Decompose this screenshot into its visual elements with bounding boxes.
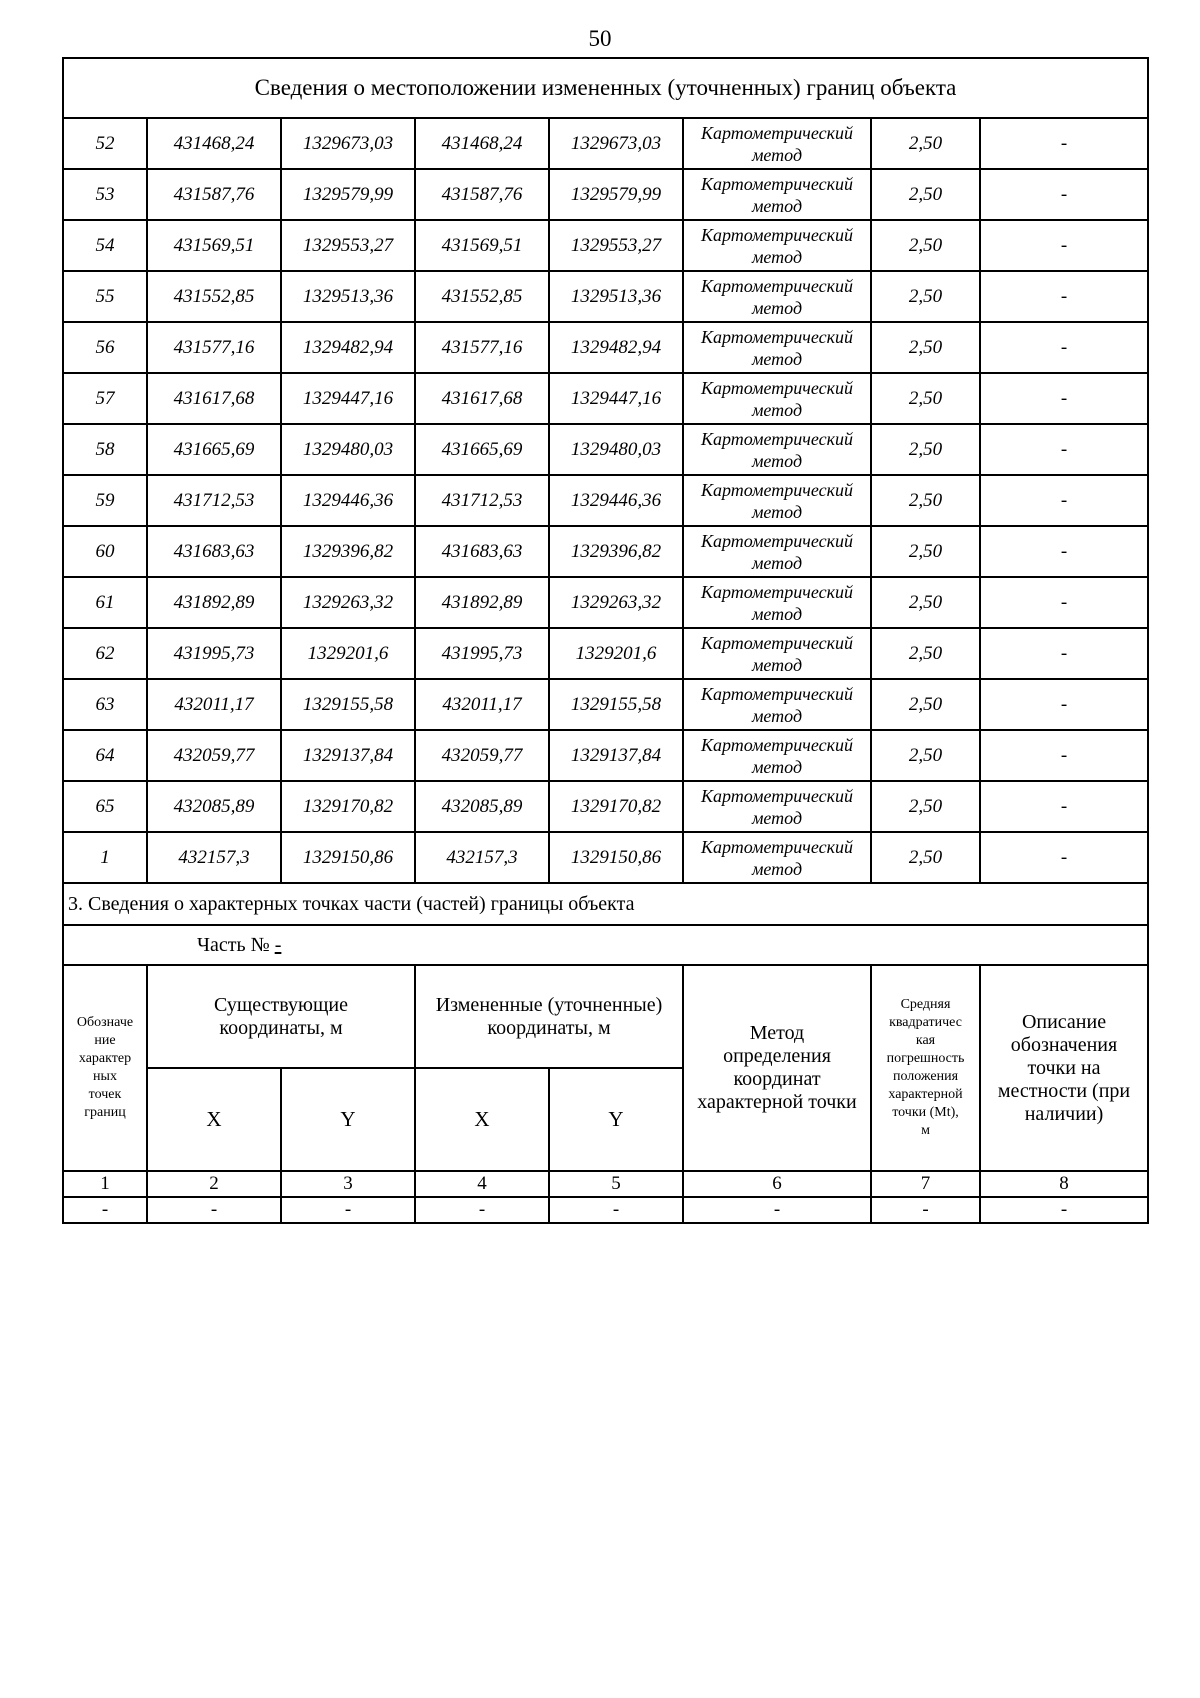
header-line: Описание xyxy=(1021,1010,1107,1033)
changed-y-cell: 1329137,84 xyxy=(549,730,683,781)
method-line: Картометрический xyxy=(700,836,853,857)
existing-y-cell: 1329170,82 xyxy=(281,781,415,832)
error-cell: 2,50 xyxy=(871,169,980,220)
description-cell: - xyxy=(980,271,1148,322)
header-line: обозначения xyxy=(1010,1033,1118,1056)
section3-title: 3. Сведения о характерных точках части (частей) границы объекта xyxy=(63,883,1148,925)
method-cell xyxy=(683,118,871,169)
method-line: метод xyxy=(751,246,803,267)
empty-cell: - xyxy=(63,1197,147,1223)
method-line: Картометрический xyxy=(700,224,853,245)
method-line: Картометрический xyxy=(700,683,853,704)
changed-x-cell: 431712,53 xyxy=(415,475,549,526)
changed-x-cell: 431468,24 xyxy=(415,118,549,169)
existing-y-cell: 1329446,36 xyxy=(281,475,415,526)
header-line: положения xyxy=(892,1069,959,1084)
existing-x-cell: 431552,85 xyxy=(147,271,281,322)
method-line: Картометрический xyxy=(700,785,853,806)
description-cell: - xyxy=(980,322,1148,373)
existing-y-cell: 1329513,36 xyxy=(281,271,415,322)
changed-x-cell: 432085,89 xyxy=(415,781,549,832)
method-cell xyxy=(683,628,871,679)
method-line: метод xyxy=(751,654,803,675)
error-cell: 2,50 xyxy=(871,475,980,526)
method-line: Картометрический xyxy=(700,173,853,194)
method-line: метод xyxy=(751,297,803,318)
method-line: Картометрический xyxy=(700,581,853,602)
description-cell: - xyxy=(980,577,1148,628)
table-row xyxy=(63,526,1148,577)
empty-cell: - xyxy=(980,1197,1148,1223)
method-line: Картометрический xyxy=(700,428,853,449)
column-number: 7 xyxy=(871,1171,980,1197)
point-number-cell: 60 xyxy=(63,526,147,577)
description-cell: - xyxy=(980,679,1148,730)
header-line: точек xyxy=(88,1087,122,1102)
table-row xyxy=(63,628,1148,679)
existing-x-cell: 431712,53 xyxy=(147,475,281,526)
empty-cell: - xyxy=(549,1197,683,1223)
method-line: Картометрический xyxy=(700,122,853,143)
table-row xyxy=(63,475,1148,526)
header-line: м xyxy=(921,1123,930,1138)
existing-y-cell: 1329480,03 xyxy=(281,424,415,475)
existing-y-cell: 1329150,86 xyxy=(281,832,415,883)
error-cell: 2,50 xyxy=(871,832,980,883)
column-number: 6 xyxy=(683,1171,871,1197)
header-description xyxy=(980,965,1148,1171)
method-line: метод xyxy=(751,399,803,420)
changed-y-cell: 1329263,32 xyxy=(549,577,683,628)
point-number-cell: 61 xyxy=(63,577,147,628)
existing-y-cell: 1329482,94 xyxy=(281,322,415,373)
column-number: 2 xyxy=(147,1171,281,1197)
changed-x-cell: 431617,68 xyxy=(415,373,549,424)
header-changed-coords xyxy=(415,965,683,1068)
header-line: характерной точки xyxy=(697,1091,857,1113)
header-changed-x: X xyxy=(415,1068,549,1171)
header-error xyxy=(871,965,980,1171)
changed-y-cell: 1329553,27 xyxy=(549,220,683,271)
error-cell: 2,50 xyxy=(871,730,980,781)
point-number-cell: 53 xyxy=(63,169,147,220)
header-line: границ xyxy=(84,1105,126,1120)
point-number-cell: 64 xyxy=(63,730,147,781)
coordinates-table xyxy=(62,57,1149,1224)
empty-cell: - xyxy=(281,1197,415,1223)
method-line: Картометрический xyxy=(700,326,853,347)
method-line: Картометрический xyxy=(700,377,853,398)
description-cell: - xyxy=(980,781,1148,832)
header-designation xyxy=(63,965,147,1171)
header-line: погрешность xyxy=(886,1051,965,1066)
point-number-cell: 54 xyxy=(63,220,147,271)
method-cell xyxy=(683,220,871,271)
method-line: Картометрический xyxy=(700,734,853,755)
column-numbers-row xyxy=(63,1171,1148,1197)
point-number-cell: 62 xyxy=(63,628,147,679)
table-row xyxy=(63,832,1148,883)
changed-x-cell: 432059,77 xyxy=(415,730,549,781)
header-line: ние xyxy=(94,1033,116,1048)
changed-y-cell: 1329150,86 xyxy=(549,832,683,883)
point-number-cell: 55 xyxy=(63,271,147,322)
point-number-cell: 52 xyxy=(63,118,147,169)
column-number: 4 xyxy=(415,1171,549,1197)
method-line: Картометрический xyxy=(700,632,853,653)
changed-y-cell: 1329513,36 xyxy=(549,271,683,322)
point-number-cell: 59 xyxy=(63,475,147,526)
method-cell xyxy=(683,526,871,577)
table-row xyxy=(63,220,1148,271)
changed-x-cell: 431569,51 xyxy=(415,220,549,271)
description-cell: - xyxy=(980,832,1148,883)
changed-x-cell: 432011,17 xyxy=(415,679,549,730)
point-number-cell: 57 xyxy=(63,373,147,424)
method-cell xyxy=(683,781,871,832)
header-method xyxy=(683,965,871,1171)
changed-x-cell: 431665,69 xyxy=(415,424,549,475)
column-number: 5 xyxy=(549,1171,683,1197)
changed-x-cell: 431892,89 xyxy=(415,577,549,628)
header-existing-coords xyxy=(147,965,415,1068)
method-cell xyxy=(683,373,871,424)
error-cell: 2,50 xyxy=(871,220,980,271)
error-cell: 2,50 xyxy=(871,781,980,832)
header-line: кая xyxy=(915,1033,936,1048)
method-cell xyxy=(683,679,871,730)
table-row xyxy=(63,373,1148,424)
method-line: Картометрический xyxy=(700,479,853,500)
error-cell: 2,50 xyxy=(871,118,980,169)
table-row xyxy=(63,730,1148,781)
changed-x-cell: 432157,3 xyxy=(415,832,549,883)
error-cell: 2,50 xyxy=(871,577,980,628)
changed-y-cell: 1329396,82 xyxy=(549,526,683,577)
header-line: наличии) xyxy=(1024,1102,1104,1125)
column-number: 8 xyxy=(980,1171,1148,1197)
method-cell xyxy=(683,322,871,373)
part-number-row xyxy=(63,925,1148,965)
error-cell: 2,50 xyxy=(871,271,980,322)
data-rows xyxy=(63,118,1148,883)
existing-x-cell: 432085,89 xyxy=(147,781,281,832)
existing-y-cell: 1329263,32 xyxy=(281,577,415,628)
table-row xyxy=(63,679,1148,730)
method-cell xyxy=(683,832,871,883)
existing-x-cell: 431587,76 xyxy=(147,169,281,220)
description-cell: - xyxy=(980,526,1148,577)
column-number: 1 xyxy=(63,1171,147,1197)
point-number-cell: 1 xyxy=(63,832,147,883)
existing-x-cell: 432157,3 xyxy=(147,832,281,883)
header-line: координаты, м xyxy=(487,1016,611,1039)
method-line: метод xyxy=(751,552,803,573)
header-changed-y: Y xyxy=(549,1068,683,1171)
changed-y-cell: 1329482,94 xyxy=(549,322,683,373)
existing-x-cell: 431569,51 xyxy=(147,220,281,271)
existing-y-cell: 1329137,84 xyxy=(281,730,415,781)
header-existing-y: Y xyxy=(281,1068,415,1171)
changed-y-cell: 1329155,58 xyxy=(549,679,683,730)
method-cell xyxy=(683,730,871,781)
header-existing-x: X xyxy=(147,1068,281,1171)
changed-x-cell: 431587,76 xyxy=(415,169,549,220)
part-label: Часть № xyxy=(197,933,270,956)
empty-data-row xyxy=(63,1197,1148,1223)
changed-y-cell: 1329201,6 xyxy=(549,628,683,679)
changed-x-cell: 431995,73 xyxy=(415,628,549,679)
description-cell: - xyxy=(980,373,1148,424)
method-line: метод xyxy=(751,195,803,216)
method-line: метод xyxy=(751,756,803,777)
method-line: метод xyxy=(751,348,803,369)
existing-y-cell: 1329579,99 xyxy=(281,169,415,220)
method-cell xyxy=(683,577,871,628)
description-cell: - xyxy=(980,118,1148,169)
method-line: Картометрический xyxy=(700,530,853,551)
header-line: определения xyxy=(723,1045,831,1067)
empty-cell: - xyxy=(147,1197,281,1223)
table-row xyxy=(63,118,1148,169)
column-number: 3 xyxy=(281,1171,415,1197)
method-cell xyxy=(683,475,871,526)
existing-y-cell: 1329201,6 xyxy=(281,628,415,679)
header-line: Существующие xyxy=(214,993,348,1016)
section-title: Сведения о местоположении измененных (уточненных) границ объекта xyxy=(63,58,1148,118)
changed-x-cell: 431683,63 xyxy=(415,526,549,577)
description-cell: - xyxy=(980,220,1148,271)
table-row xyxy=(63,322,1148,373)
existing-x-cell: 431468,24 xyxy=(147,118,281,169)
table-row xyxy=(63,271,1148,322)
method-line: метод xyxy=(751,144,803,165)
description-cell: - xyxy=(980,169,1148,220)
existing-x-cell: 431995,73 xyxy=(147,628,281,679)
point-number-cell: 63 xyxy=(63,679,147,730)
description-cell: - xyxy=(980,628,1148,679)
changed-x-cell: 431577,16 xyxy=(415,322,549,373)
header-line: ных xyxy=(93,1069,117,1084)
header-line: характер xyxy=(78,1051,132,1066)
header-line: Обозначе xyxy=(76,1015,134,1030)
existing-y-cell: 1329673,03 xyxy=(281,118,415,169)
method-line: метод xyxy=(751,858,803,879)
header-line: координаты, м xyxy=(219,1016,343,1039)
description-cell: - xyxy=(980,730,1148,781)
part-value: - xyxy=(274,933,282,956)
changed-y-cell: 1329579,99 xyxy=(549,169,683,220)
existing-y-cell: 1329553,27 xyxy=(281,220,415,271)
method-line: метод xyxy=(751,450,803,471)
method-cell xyxy=(683,271,871,322)
method-cell xyxy=(683,169,871,220)
existing-y-cell: 1329396,82 xyxy=(281,526,415,577)
empty-cell: - xyxy=(871,1197,980,1223)
method-cell xyxy=(683,424,871,475)
existing-x-cell: 431665,69 xyxy=(147,424,281,475)
error-cell: 2,50 xyxy=(871,679,980,730)
header-line: местности (при xyxy=(997,1079,1131,1102)
table-row xyxy=(63,169,1148,220)
header-line: Метод xyxy=(749,1022,805,1044)
page-number: 50 xyxy=(588,26,612,51)
description-cell: - xyxy=(980,424,1148,475)
description-cell: - xyxy=(980,475,1148,526)
empty-cell: - xyxy=(683,1197,871,1223)
existing-x-cell: 431617,68 xyxy=(147,373,281,424)
point-number-cell: 56 xyxy=(63,322,147,373)
existing-x-cell: 431892,89 xyxy=(147,577,281,628)
method-line: метод xyxy=(751,603,803,624)
changed-y-cell: 1329170,82 xyxy=(549,781,683,832)
error-cell: 2,50 xyxy=(871,322,980,373)
table-row xyxy=(63,424,1148,475)
error-cell: 2,50 xyxy=(871,628,980,679)
point-number-cell: 65 xyxy=(63,781,147,832)
existing-x-cell: 431683,63 xyxy=(147,526,281,577)
changed-y-cell: 1329446,36 xyxy=(549,475,683,526)
header-line: точки на xyxy=(1027,1056,1101,1079)
header-line: Измененные (уточненные) xyxy=(435,993,663,1016)
header-line: квадратичес xyxy=(889,1015,962,1030)
changed-y-cell: 1329447,16 xyxy=(549,373,683,424)
changed-y-cell: 1329480,03 xyxy=(549,424,683,475)
header-line: координат xyxy=(733,1068,821,1090)
changed-x-cell: 431552,85 xyxy=(415,271,549,322)
existing-y-cell: 1329447,16 xyxy=(281,373,415,424)
method-line: метод xyxy=(751,705,803,726)
changed-y-cell: 1329673,03 xyxy=(549,118,683,169)
header-line: точки (Mt), xyxy=(892,1105,959,1120)
existing-x-cell: 432059,77 xyxy=(147,730,281,781)
table-row xyxy=(63,577,1148,628)
method-line: метод xyxy=(751,501,803,522)
table-row xyxy=(63,781,1148,832)
existing-y-cell: 1329155,58 xyxy=(281,679,415,730)
header-line: Средняя xyxy=(900,997,951,1012)
empty-cell: - xyxy=(415,1197,549,1223)
method-line: метод xyxy=(751,807,803,828)
existing-x-cell: 431577,16 xyxy=(147,322,281,373)
header-line: характерной xyxy=(888,1087,963,1102)
point-number-cell: 58 xyxy=(63,424,147,475)
error-cell: 2,50 xyxy=(871,526,980,577)
error-cell: 2,50 xyxy=(871,424,980,475)
existing-x-cell: 432011,17 xyxy=(147,679,281,730)
error-cell: 2,50 xyxy=(871,373,980,424)
method-line: Картометрический xyxy=(700,275,853,296)
